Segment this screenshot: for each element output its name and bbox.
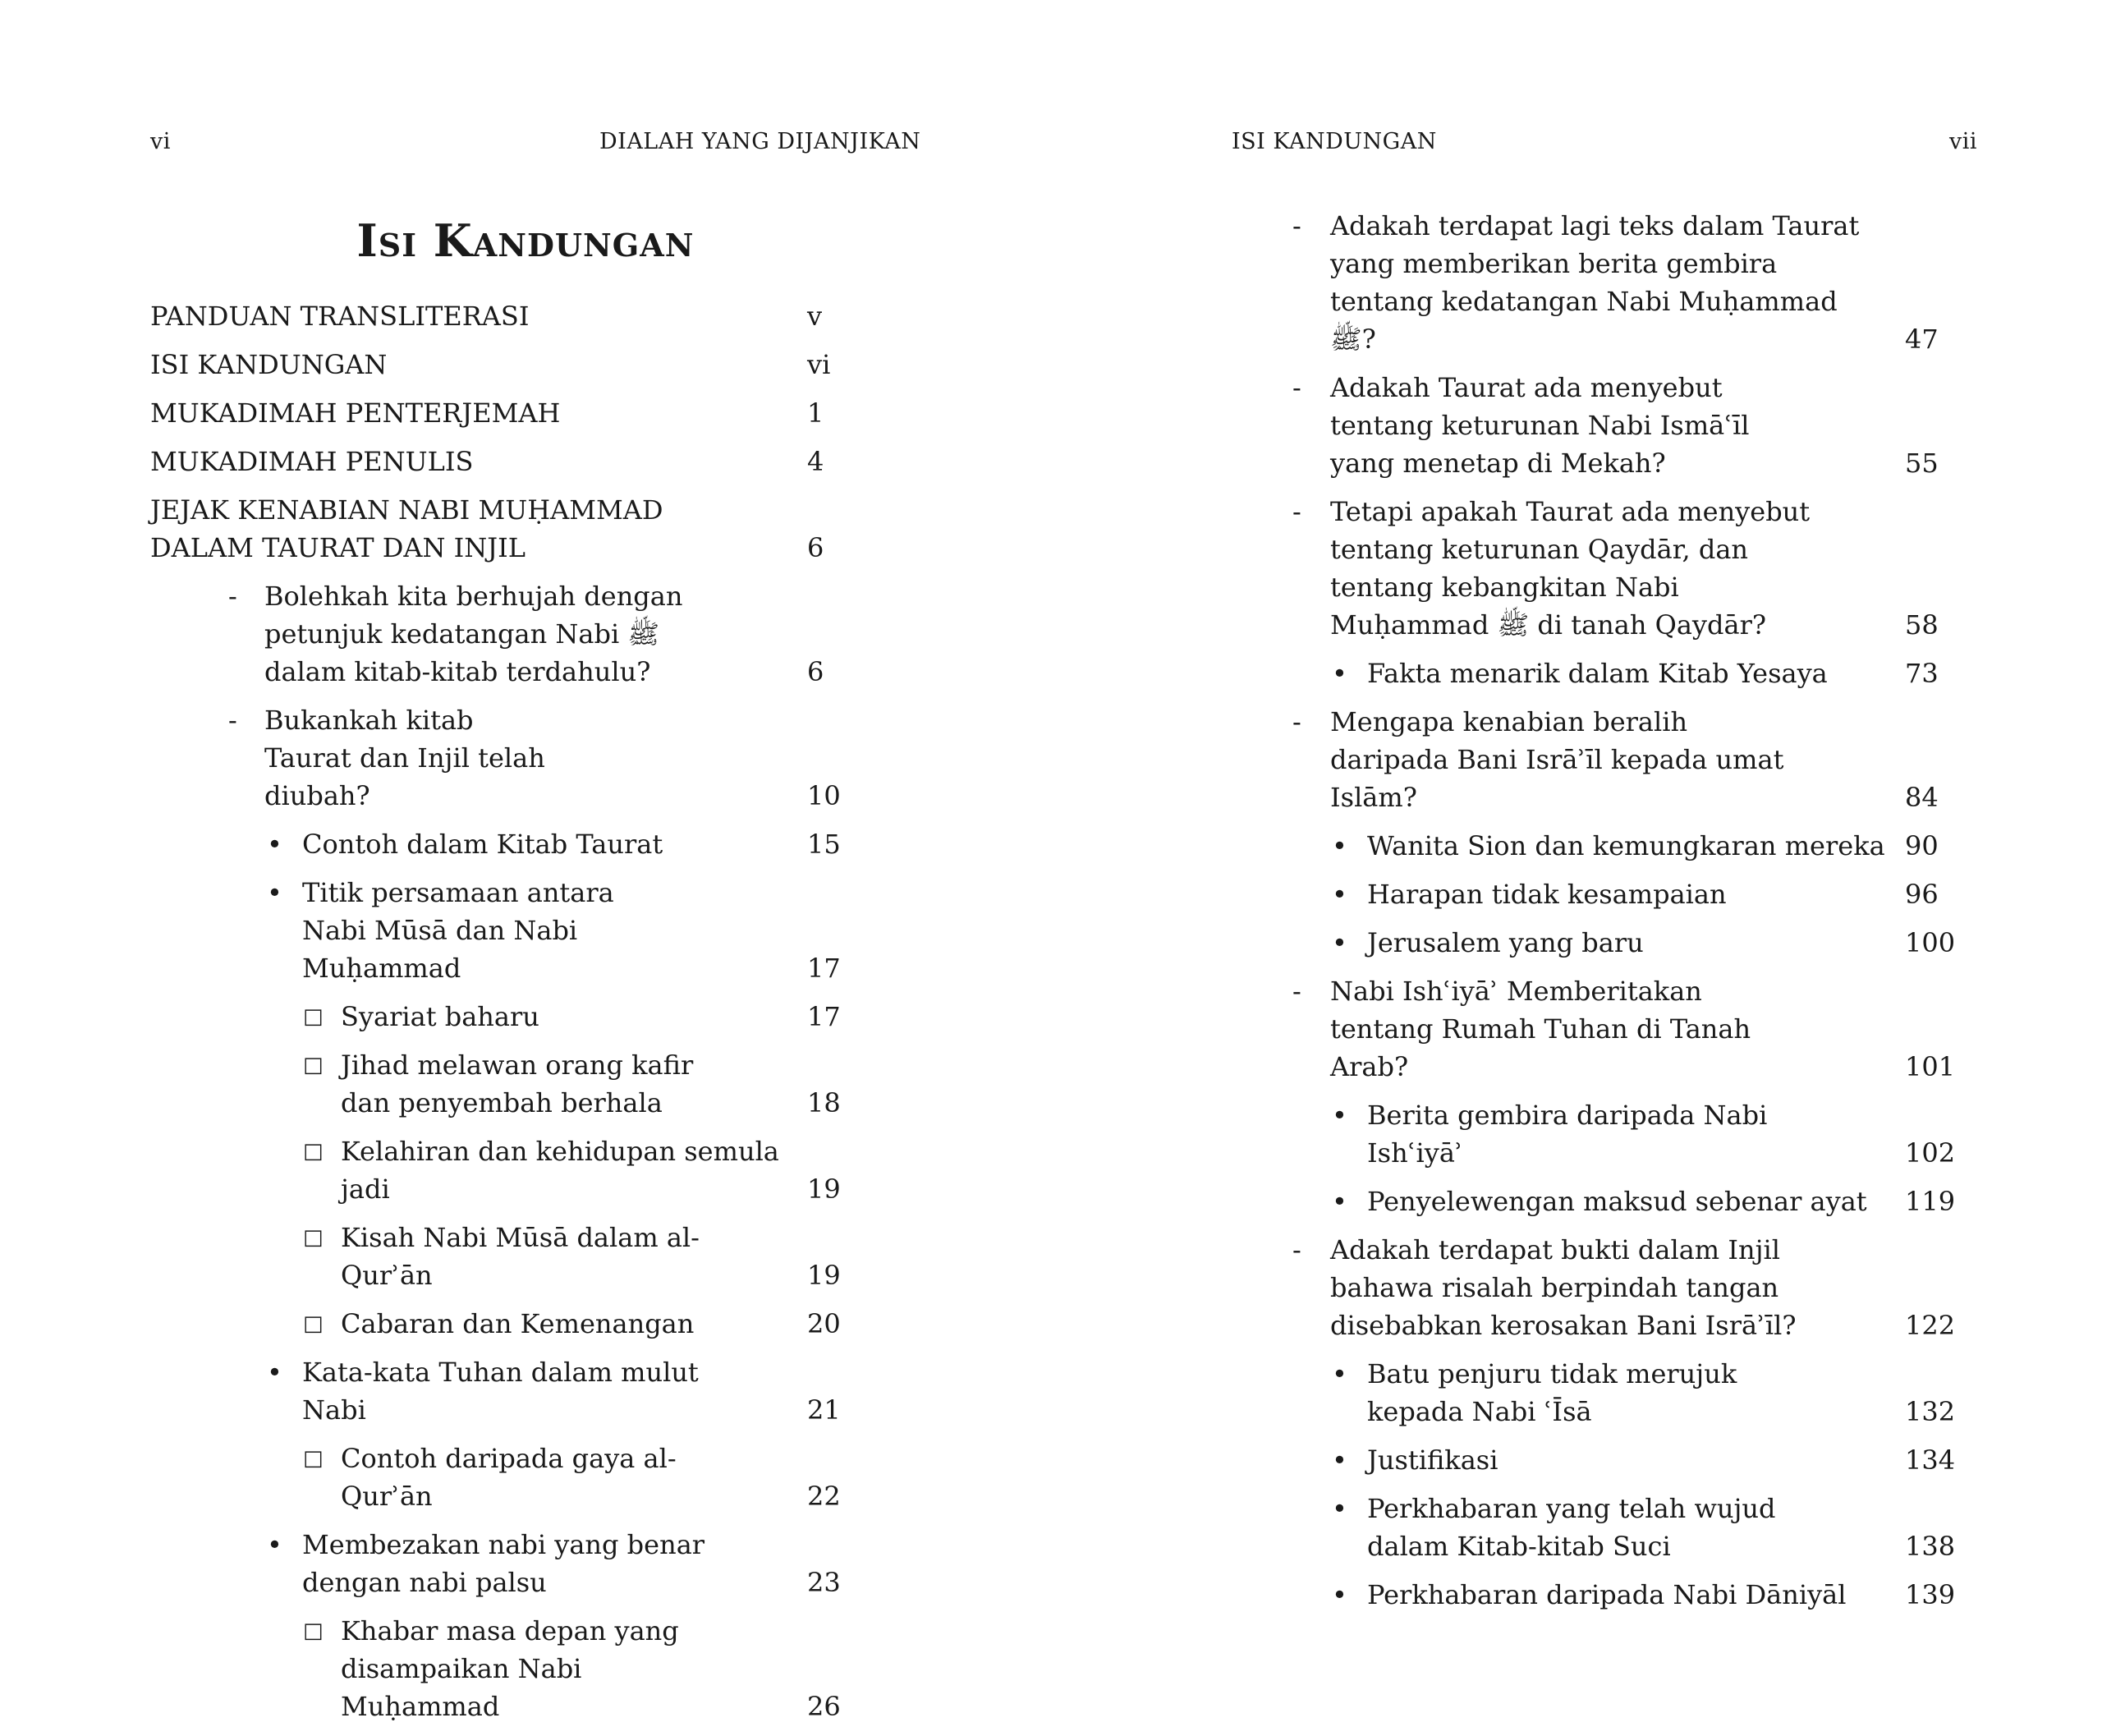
dash-marker: - bbox=[1292, 1234, 1301, 1265]
dash-marker: - bbox=[228, 705, 237, 736]
page-number: vii bbox=[1949, 129, 1978, 154]
page-ref: 17 bbox=[807, 1001, 841, 1032]
page-ref: 132 bbox=[1905, 1396, 1956, 1427]
bullet-marker: • bbox=[1332, 658, 1347, 689]
page-ref: 1 bbox=[807, 397, 824, 429]
page-ref: 73 bbox=[1905, 658, 1939, 689]
square-marker: □ bbox=[303, 1004, 324, 1029]
toc-entry: • Batu penjuru tidak merujuk kepada Nabi ʿĪsā 132 bbox=[1289, 1355, 1954, 1431]
bullet-marker: • bbox=[1332, 1444, 1347, 1476]
dash-marker: - bbox=[1292, 496, 1301, 527]
page-ref: 102 bbox=[1905, 1137, 1956, 1169]
page-ref: 19 bbox=[807, 1173, 841, 1205]
toc-entry: • Justifikasi 134 bbox=[1289, 1441, 1954, 1479]
toc-entry: • Penyelewengan maksud sebenar ayat 119 bbox=[1289, 1183, 1954, 1220]
bullet-marker: • bbox=[1332, 1579, 1347, 1610]
bullet-marker: • bbox=[1332, 1186, 1347, 1217]
page-ref: 6 bbox=[807, 532, 824, 563]
page-ref: v bbox=[807, 301, 823, 332]
dash-marker: - bbox=[1292, 372, 1301, 403]
toc-entry: - Bolehkah kita berhujah dengan petunjuk kedatangan Nabi ﷺ dalam kitab-kitab terdahulu? 6 bbox=[150, 577, 856, 691]
table-of-contents bbox=[150, 297, 856, 1736]
bullet-marker: • bbox=[267, 829, 282, 860]
toc-entry: • Perkhabaran daripada Nabi Dāniyāl 139 bbox=[1289, 1576, 1954, 1614]
dash-marker: - bbox=[228, 581, 237, 612]
toc-entry: - Nabi Ishʿiyāʾ Memberitakan tentang Rumah Tuhan di Tanah Arab? 101 bbox=[1289, 972, 1954, 1086]
page-ref: 90 bbox=[1905, 830, 1939, 861]
square-marker: □ bbox=[303, 1053, 324, 1077]
bullet-marker: • bbox=[1332, 1100, 1347, 1131]
toc-entry: ISI KANDUNGAN vi bbox=[150, 346, 856, 383]
square-marker: □ bbox=[303, 1311, 324, 1336]
bullet-marker: • bbox=[1332, 927, 1347, 958]
page-title: Isi Kandungan bbox=[356, 214, 695, 267]
bullet-marker: • bbox=[267, 877, 282, 908]
page-ref: 84 bbox=[1905, 782, 1939, 813]
running-header: ISI KANDUNGAN bbox=[1232, 129, 1437, 154]
dash-marker: - bbox=[1292, 706, 1301, 737]
toc-entry: □ Jihad melawan orang kafir dan penyembah berhala 18 bbox=[150, 1046, 856, 1122]
square-marker: □ bbox=[303, 1225, 324, 1250]
page-ref: 22 bbox=[807, 1481, 841, 1512]
toc-entry: - Adakah terdapat lagi teks dalam Taurat yang memberikan berita gembira tentang kedatangan Nabi Muḥammad ﷺ? 47 bbox=[1289, 207, 1954, 358]
page-ref: vi bbox=[807, 349, 831, 380]
page-ref: 122 bbox=[1905, 1310, 1956, 1341]
table-of-contents-continued bbox=[1289, 207, 1954, 1624]
bullet-marker: • bbox=[267, 1357, 282, 1388]
toc-entry: - Tetapi apakah Taurat ada menyebut tentang keturunan Qaydār, dan tentang kebangkitan Nabi Muḥammad ﷺ di tanah Qaydār? 58 bbox=[1289, 493, 1954, 644]
toc-entry: MUKADIMAH PENTERJEMAH 1 bbox=[150, 394, 856, 432]
toc-entry: MUKADIMAH PENULIS 4 bbox=[150, 443, 856, 480]
toc-entry: JEJAK KENABIAN NABI MUḤAMMAD DALAM TAURAT DAN INJIL 6 bbox=[150, 491, 856, 567]
page-ref: 4 bbox=[807, 446, 824, 477]
toc-entry: □ Cabaran dan Kemenangan 20 bbox=[150, 1305, 856, 1343]
toc-entry: □ Contoh daripada gaya al-Qurʾān 22 bbox=[150, 1440, 856, 1515]
bullet-marker: • bbox=[1332, 1493, 1347, 1524]
page-ref: 20 bbox=[807, 1308, 841, 1339]
toc-entry: • Harapan tidak kesampaian 96 bbox=[1289, 875, 1954, 913]
page-ref: 138 bbox=[1905, 1531, 1956, 1562]
toc-entry: • Perkhabaran yang telah wujud dalam Kitab-kitab Suci 138 bbox=[1289, 1490, 1954, 1565]
toc-entry: □ Syariat baharu 17 bbox=[150, 998, 856, 1036]
square-marker: □ bbox=[303, 1619, 324, 1643]
page-ref: 55 bbox=[1905, 448, 1939, 479]
page-number: vi bbox=[150, 129, 171, 154]
bullet-marker: • bbox=[267, 1529, 282, 1560]
page-ref: 134 bbox=[1905, 1444, 1956, 1476]
running-header: DIALAH YANG DIJANJIKAN bbox=[599, 129, 921, 154]
dash-marker: - bbox=[1292, 210, 1301, 241]
square-marker: □ bbox=[303, 1446, 324, 1471]
toc-entry: - Mengapa kenabian beralih daripada Bani Isrāʾīl kepada umat Islām? 84 bbox=[1289, 703, 1954, 816]
page-ref: 10 bbox=[807, 780, 841, 811]
page-ref: 15 bbox=[807, 829, 841, 860]
toc-entry: • Wanita Sion dan kemungkaran mereka 90 bbox=[1289, 827, 1954, 865]
dash-marker: - bbox=[1292, 976, 1301, 1007]
bullet-marker: • bbox=[1332, 830, 1347, 861]
page-ref: 19 bbox=[807, 1260, 841, 1291]
bullet-marker: • bbox=[1332, 879, 1347, 910]
left-page bbox=[0, 0, 1051, 1722]
toc-entry: □ Khabar masa depan yang disampaikan Nabi Muḥammad 26 bbox=[150, 1612, 856, 1725]
page-ref: 23 bbox=[807, 1567, 841, 1598]
toc-entry: • Fakta menarik dalam Kitab Yesaya 73 bbox=[1289, 654, 1954, 692]
page-ref: 101 bbox=[1905, 1051, 1956, 1082]
toc-entry: • Titik persamaan antara Nabi Mūsā dan Nabi Muḥammad 17 bbox=[150, 874, 856, 987]
toc-entry: □ Kelahiran dan kehidupan semula jadi 19 bbox=[150, 1132, 856, 1208]
page-ref: 18 bbox=[807, 1087, 841, 1118]
page-ref: 26 bbox=[807, 1691, 841, 1722]
page-ref: 100 bbox=[1905, 927, 1956, 958]
page-ref: 6 bbox=[807, 656, 824, 687]
page-ref: 21 bbox=[807, 1394, 841, 1426]
toc-entry: □ Kisah Nabi Mūsā dalam al-Qurʾān 19 bbox=[150, 1219, 856, 1294]
page-ref: 119 bbox=[1905, 1186, 1956, 1217]
toc-entry: • Contoh dalam Kitab Taurat 15 bbox=[150, 825, 856, 863]
page-ref: 17 bbox=[807, 953, 841, 984]
page-ref: 58 bbox=[1905, 609, 1939, 641]
toc-entry: • Membezakan nabi yang benar dengan nabi palsu 23 bbox=[150, 1526, 856, 1601]
toc-entry: • Berita gembira daripada Nabi Ishʿiyāʾ 102 bbox=[1289, 1096, 1954, 1172]
toc-entry: • Kata-kata Tuhan dalam mulut Nabi 21 bbox=[150, 1353, 856, 1429]
page-ref: 139 bbox=[1905, 1579, 1956, 1610]
toc-entry: - Bukankah kitab Taurat dan Injil telah diubah? 10 bbox=[150, 701, 856, 815]
page-ref: 47 bbox=[1905, 324, 1939, 355]
page-ref: 96 bbox=[1905, 879, 1939, 910]
bullet-marker: • bbox=[1332, 1358, 1347, 1389]
toc-entry: - Adakah terdapat bukti dalam Injil bahawa risalah berpindah tangan disebabkan kerosakan Bani Isrāʾīl? 122 bbox=[1289, 1231, 1954, 1344]
toc-entry: PANDUAN TRANSLITERASI v bbox=[150, 297, 856, 335]
toc-entry: • Jerusalem yang baru 100 bbox=[1289, 924, 1954, 962]
square-marker: □ bbox=[303, 1139, 324, 1164]
toc-entry: - Adakah Taurat ada menyebut tentang keturunan Nabi Ismāʿīl yang menetap di Mekah? 55 bbox=[1289, 369, 1954, 482]
